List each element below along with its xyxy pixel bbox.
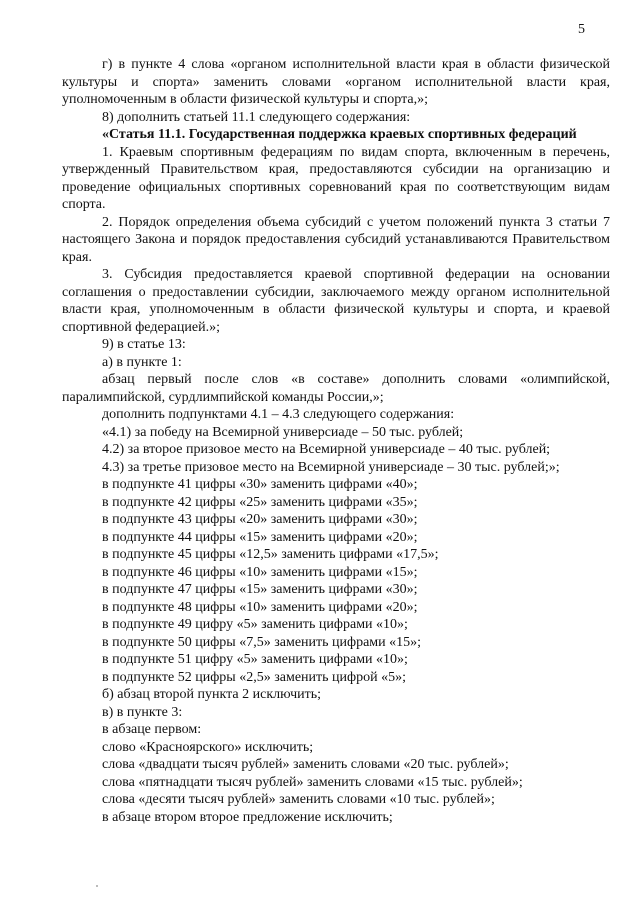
paragraph: 9) в статье 13: xyxy=(102,337,186,352)
paragraph: 4.2) за второе призовое место на Всемирной универсиаде – 40 тыс. рублей; xyxy=(102,442,551,457)
paragraph: 4.3) за третье призовое место на Всемирной универсиаде – 30 тыс. рублей;»; xyxy=(102,459,560,475)
paragraph: слова «двадцати тысяч рублей» заменить словами «20 тыс. рублей»; xyxy=(102,757,509,772)
paragraph: б) абзац второй пункта 2 исключить; xyxy=(102,687,321,702)
page-number: 5 xyxy=(578,22,585,37)
paragraph: в подпункте 47 цифры «15» заменить цифрами «30»; xyxy=(102,582,418,597)
article-heading: «Статья 11.1. Государственная поддержка краевых спортивных федераций xyxy=(102,127,577,142)
paragraph: в подпункте 48 цифры «10» заменить цифрами «20»; xyxy=(102,599,418,615)
paragraph: г) в пункте 4 слова «органом исполнительной власти края в области физической культуры и спорта» заменить словами «органом исполнительной власти края, уполномоченным в области физической культуры и спорта,»; xyxy=(62,57,610,107)
paragraph: в подпункте 42 цифры «25» заменить цифрами «35»; xyxy=(102,494,418,510)
paragraph: в абзаце втором второе предложение исключить; xyxy=(102,809,393,825)
paragraph: в абзаце первом: xyxy=(102,722,202,737)
scan-speck xyxy=(96,885,98,887)
paragraph: в подпункте 46 цифры «10» заменить цифрами «15»; xyxy=(102,564,418,580)
paragraph: слова «пятнадцати тысяч рублей» заменить словами «15 тыс. рублей»; xyxy=(102,774,523,790)
paragraph: дополнить подпунктами 4.1 – 4.3 следующего содержания: xyxy=(102,407,455,422)
paragraph: слово «Красноярского» исключить; xyxy=(102,739,314,755)
paragraph: в подпункте 43 цифры «20» заменить цифрами «30»; xyxy=(102,512,418,527)
paragraph: в подпункте 51 цифру «5» заменить цифрами «10»; xyxy=(102,652,408,667)
paragraph: в подпункте 41 цифры «30» заменить цифрами «40»; xyxy=(102,477,418,492)
paragraph: а) в пункте 1: xyxy=(102,354,182,370)
paragraph: в подпункте 52 цифры «2,5» заменить цифрой «5»; xyxy=(102,669,406,685)
paragraph: 3. Субсидия предоставляется краевой спортивной федерации на основании соглашения о предоставлении субсидии, заключаемого между органом исполнительной власти края, уполномоченным в области физической культуры и спорта, и краевой спортивной федерацией.»; xyxy=(62,267,610,335)
paragraph: в) в пункте 3: xyxy=(102,704,183,720)
document-body xyxy=(62,56,610,826)
paragraph: в подпункте 49 цифру «5» заменить цифрами «10»; xyxy=(102,617,408,632)
paragraph: 1. Краевым спортивным федерациям по видам спорта, включенным в перечень, утвержденный Правительством края, предоставляются субсидии на организацию и проведение официальных спортивных соревнований края по соответствующим видам спорта. xyxy=(62,144,610,212)
paragraph: в подпункте 45 цифры «12,5» заменить цифрами «17,5»; xyxy=(102,547,439,562)
paragraph: в подпункте 44 цифры «15» заменить цифрами «20»; xyxy=(102,529,418,545)
paragraph: абзац первый после слов «в составе» дополнить словами «олимпийской, паралимпийской, сурдлимпийской команды России,»; xyxy=(62,372,610,405)
paragraph: 8) дополнить статьей 11.1 следующего содержания: xyxy=(102,109,411,125)
paragraph: в подпункте 50 цифры «7,5» заменить цифрами «15»; xyxy=(102,634,422,650)
paragraph: 2. Порядок определения объема субсидий с учетом положений пункта 3 статьи 7 настоящего Закона и порядок предоставления субсидий устанавливаются Правительством края. xyxy=(62,214,610,265)
paragraph: слова «десяти тысяч рублей» заменить словами «10 тыс. рублей»; xyxy=(102,792,495,807)
paragraph: «4.1) за победу на Всемирной универсиаде – 50 тыс. рублей; xyxy=(102,424,464,440)
